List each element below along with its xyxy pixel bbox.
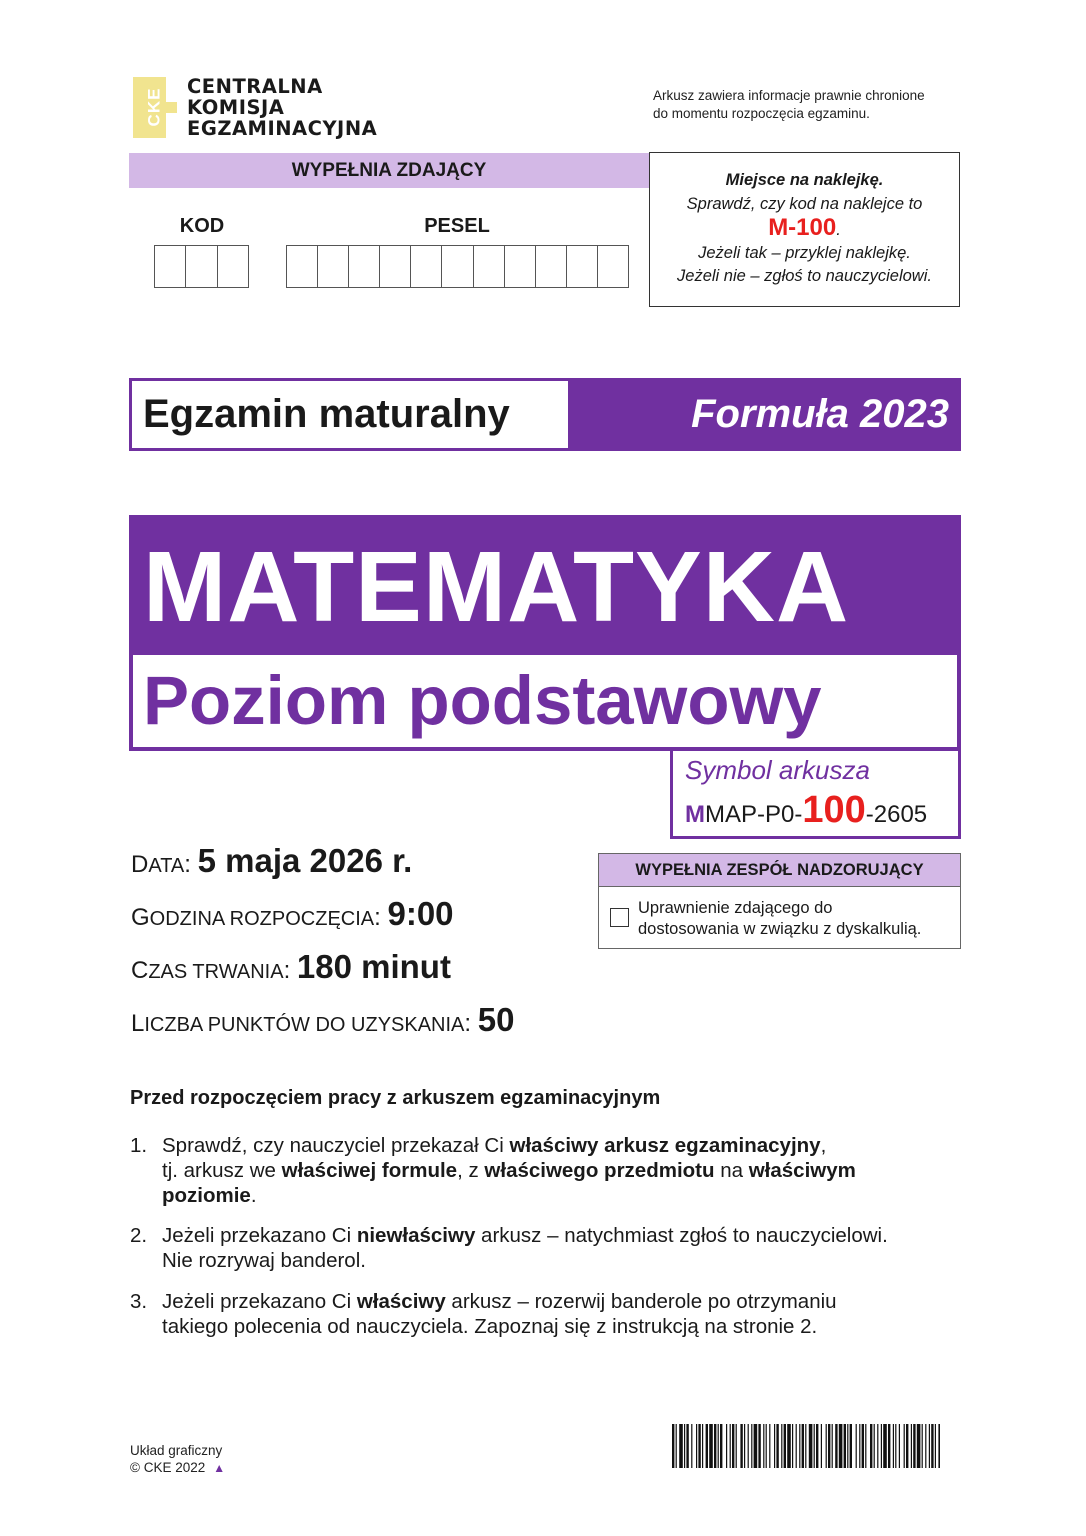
instr-3-a: Jeżeli przekazano Ci xyxy=(162,1290,357,1313)
candidate-band: WYPEŁNIA ZDAJĄCY xyxy=(129,153,649,188)
info-date-colon: : xyxy=(184,851,198,878)
instr-1-i: właściwym xyxy=(748,1159,856,1182)
logo-line-1: CENTRALNA xyxy=(187,75,323,98)
info-start-label: ODZINA ROZPOCZĘCIA xyxy=(149,908,375,930)
instr-1-e: właściwej formule xyxy=(281,1159,458,1182)
info-duration-label: ZAS TRWANIA xyxy=(148,961,284,983)
supervisor-box xyxy=(598,853,961,949)
instr-1-c: , xyxy=(820,1134,827,1157)
logo-line-2: KOMISJA xyxy=(187,96,285,119)
dyscalculia-line-2: dostosowania w związku z dyskalkulią. xyxy=(638,920,922,938)
symbol-suffix: -2605 xyxy=(865,801,928,828)
instr-2-a: Jeżeli przekazano Ci xyxy=(162,1224,357,1247)
instr-2-b: niewłaściwy xyxy=(356,1224,476,1247)
instr-1-d: tj. arkusz we xyxy=(162,1159,282,1182)
info-points-label: ICZBA PUNKTÓW DO UZYSKANIA xyxy=(144,1014,465,1036)
footer-line-2: © CKE 2022 xyxy=(130,1460,206,1475)
barcode-icon xyxy=(672,1424,940,1468)
info-start xyxy=(131,895,454,933)
info-date xyxy=(131,842,412,880)
sticker-code: M-100 xyxy=(768,214,837,241)
pesel-input-boxes[interactable] xyxy=(286,245,629,288)
info-date-label: ATA xyxy=(148,855,185,877)
instructions-heading: Przed rozpoczęciem pracy z arkuszem egzaminacyjnym xyxy=(130,1087,661,1109)
sticker-title: Miejsce na naklejkę. xyxy=(725,171,884,189)
symbol-prefix-letter: M xyxy=(685,801,705,828)
instruction-2-number: 2. xyxy=(130,1224,148,1247)
info-duration-cap: C xyxy=(131,957,149,984)
info-duration-colon: : xyxy=(283,957,297,984)
cke-logo-letters: CKE xyxy=(144,87,164,127)
legal-notice xyxy=(653,87,925,123)
instr-3-d: takiego polecenia od nauczyciela. Zapoznaj się z instrukcją na stronie 2. xyxy=(162,1315,818,1338)
notice-line-2: do momentu rozpoczęcia egzaminu. xyxy=(653,106,870,121)
info-date-cap: D xyxy=(131,851,149,878)
exam-title: Egzamin maturalny xyxy=(132,381,568,448)
exam-formula: Formuła 2023 xyxy=(568,381,958,448)
dyscalculia-line-1: Uprawnienie zdającego do xyxy=(638,899,833,917)
info-start-value: 9:00 xyxy=(387,895,454,932)
instr-3-c: arkusz – rozerwij banderole po otrzymaniu xyxy=(445,1290,837,1313)
info-duration-value: 180 minut xyxy=(296,948,451,985)
kod-input-boxes[interactable] xyxy=(154,245,249,288)
instr-2-c: arkusz – natychmiast zgłoś to nauczycielowi. xyxy=(475,1224,888,1247)
exam-band xyxy=(129,378,961,451)
triangle-icon: ▲ xyxy=(213,1461,226,1475)
subject-box xyxy=(129,515,961,751)
dyscalculia-label xyxy=(638,898,921,940)
symbol-box xyxy=(670,749,961,839)
sticker-box xyxy=(649,152,960,307)
info-points xyxy=(131,1001,514,1039)
instruction-item-2 xyxy=(130,1223,950,1273)
info-points-value: 50 xyxy=(477,1001,515,1038)
symbol-code xyxy=(685,789,927,832)
sticker-line-1: Sprawdź, czy kod na naklejce to xyxy=(686,195,923,213)
symbol-number: 100 xyxy=(802,789,866,831)
cke-logo-text xyxy=(187,76,377,139)
instr-1-k: . xyxy=(250,1184,257,1207)
info-start-cap: G xyxy=(131,904,150,931)
instr-1-b: właściwy arkusz egzaminacyjny xyxy=(509,1134,821,1157)
subject-title: MATEMATYKA xyxy=(133,519,957,655)
info-points-cap: L xyxy=(131,1010,145,1037)
instr-1-h: na xyxy=(714,1159,749,1182)
logo-line-3: EGZAMINACYJNA xyxy=(187,117,378,140)
instr-2-d: Nie rozrywaj banderol. xyxy=(162,1249,366,1272)
notice-line-1: Arkusz zawiera informacje prawnie chronione xyxy=(653,88,925,103)
sticker-line-3: Jeżeli tak – przyklej naklejkę. xyxy=(698,244,911,262)
instruction-1-number: 1. xyxy=(130,1134,148,1157)
footer xyxy=(130,1442,225,1477)
info-date-value: 5 maja 2026 r. xyxy=(197,842,413,879)
dyscalculia-checkbox[interactable] xyxy=(610,908,629,927)
info-points-colon: : xyxy=(464,1010,478,1037)
pesel-label: PESEL xyxy=(424,215,490,237)
symbol-prefix: MAP-P0- xyxy=(705,801,803,828)
instr-1-j: poziomie xyxy=(162,1184,251,1207)
instr-1-f: , z xyxy=(457,1159,485,1182)
instruction-3-number: 3. xyxy=(130,1290,148,1313)
cke-logo-mark xyxy=(133,77,177,138)
sticker-dot: . xyxy=(836,221,841,239)
sticker-line-4: Jeżeli nie – zgłoś to nauczycielowi. xyxy=(677,267,932,285)
instruction-item-1 xyxy=(130,1133,950,1208)
kod-label: KOD xyxy=(179,215,225,237)
info-start-colon: : xyxy=(374,904,388,931)
instr-1-g: właściwego przedmiotu xyxy=(484,1159,715,1182)
instr-1-a: Sprawdź, czy nauczyciel przekazał Ci xyxy=(162,1134,510,1157)
instr-3-b: właściwy xyxy=(356,1290,446,1313)
supervisor-head: WYPEŁNIA ZESPÓŁ NADZORUJĄCY xyxy=(599,854,960,887)
info-duration xyxy=(131,948,451,986)
subject-level: Poziom podstawowy xyxy=(143,662,822,739)
instruction-item-3 xyxy=(130,1289,950,1339)
footer-line-1: Układ graficzny xyxy=(130,1443,223,1458)
symbol-label: Symbol arkusza xyxy=(685,755,870,785)
